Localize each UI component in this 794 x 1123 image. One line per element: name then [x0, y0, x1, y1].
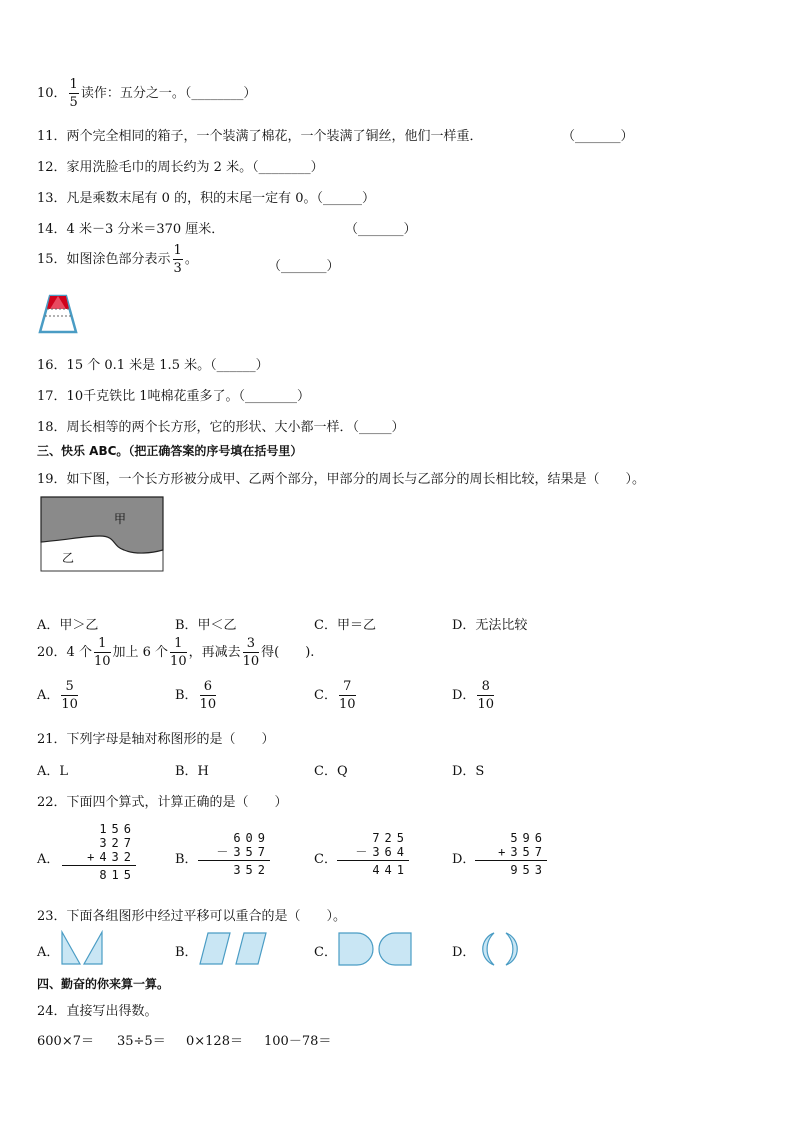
section-4-heading: 四、勤奋的你来算一算。: [37, 977, 170, 991]
q15-fraction: $\frac{1}{3}$: [173, 243, 182, 276]
question-16: 16．15 个 0.1 米是 1.5 米。（______）: [37, 358, 269, 373]
q24-expr-4: 100－78＝: [264, 1034, 332, 1049]
question-18: 18．周长相等的两个长方形，它的形状、大小都一样．（_____）: [37, 420, 405, 435]
q20-option-c[interactable]: C． $\frac{7}{10}$: [314, 679, 356, 712]
q21-option-a[interactable]: A．L: [37, 764, 69, 779]
question-11-text: 11．两个完全相同的箱子，一个装满了棉花，一个装满了铜丝，他们一样重．: [37, 129, 483, 144]
q10-fraction: $\frac{1}{5}$: [69, 77, 78, 110]
q24-expr-3: 0×128＝: [186, 1034, 243, 1049]
q10-blank[interactable]: （________）: [184, 86, 257, 101]
q20-option-b[interactable]: B． $\frac{6}{10}$: [175, 679, 217, 712]
question-13: 13．凡是乘数末尾有 0 的，积的末尾一定有 0。（______）: [37, 191, 375, 206]
q23-option-a-label[interactable]: A．: [37, 945, 60, 960]
question-12: 12．家用洗脸毛巾的周长约为 2 米。（________）: [37, 160, 324, 175]
q15-text: 15．如图涂色部分表示: [37, 252, 171, 267]
question-14-text: 14．4 米－3 分米＝370 厘米．: [37, 222, 225, 237]
q19-option-b[interactable]: B．甲＜乙: [175, 618, 237, 633]
rectangle-figure: [40, 496, 166, 573]
q20-option-d[interactable]: D． $\frac{8}{10}$: [452, 679, 494, 712]
q21-option-c[interactable]: C．Q: [314, 764, 348, 779]
question-22: 22．下面四个算式，计算正确的是（ ）: [37, 795, 288, 810]
question-14-blank[interactable]: （_______）: [345, 222, 417, 237]
q23-option-b-label[interactable]: B．: [175, 945, 198, 960]
q22-calc-d: 596 +357 953: [475, 831, 547, 877]
q23-option-d-label[interactable]: D．: [452, 945, 476, 960]
q22-calc-b: 609 －357 352: [198, 831, 270, 877]
q23-shape-b: [198, 930, 270, 968]
q22-option-b-label[interactable]: B．: [175, 852, 198, 867]
question-11-blank[interactable]: （_______）: [562, 129, 634, 144]
q19-option-c[interactable]: C．甲＝乙: [314, 618, 376, 633]
question-20: 20．4 个 $\frac{1}{10}$ 加上 6 个 $\frac{1}{10}$ ，再减去 $\frac{3}{10}$ 得( ).: [37, 636, 315, 669]
question-23: 23．下面各组图形中经过平移可以重合的是（ ）。: [37, 909, 347, 924]
q19-option-a[interactable]: A．甲＞乙: [37, 618, 99, 633]
question-24: 24．直接写出得数。: [37, 1004, 158, 1019]
q22-calc-c: 725 －364 441: [337, 831, 409, 877]
question-15-blank[interactable]: （_______）: [268, 259, 340, 274]
label-jia: 甲: [114, 512, 127, 526]
question-15: 15．如图涂色部分表示 $\frac{1}{3}$ 。: [37, 243, 198, 276]
label-yi: 乙: [62, 551, 75, 565]
q23-shape-d: [474, 930, 526, 968]
question-21: 21．下列字母是轴对称图形的是（ ）: [37, 732, 275, 747]
section-3-heading: 三、快乐 ABC。（把正确答案的序号填在括号里）: [37, 444, 303, 458]
q10-number: 10．: [37, 86, 67, 101]
question-17: 17．10千克铁比 1吨棉花重多了。（________）: [37, 389, 310, 404]
q21-option-d[interactable]: D．S: [452, 764, 485, 779]
q23-shape-c: [337, 930, 415, 968]
q22-option-d-label[interactable]: D．: [452, 852, 476, 867]
q20-option-a[interactable]: A． $\frac{5}{10}$: [37, 679, 78, 712]
q23-option-c-label[interactable]: C．: [314, 945, 337, 960]
q21-option-b[interactable]: B．H: [175, 764, 209, 779]
q22-option-a-label[interactable]: A．: [37, 852, 60, 867]
question-10: [37, 78, 256, 109]
q19-option-d[interactable]: D．无法比较: [452, 618, 528, 633]
q23-shape-a: [60, 930, 104, 968]
q24-expr-2: 35÷5＝: [117, 1034, 166, 1049]
q24-expr-1: 600×7＝: [37, 1034, 94, 1049]
trapezoid-figure: [36, 292, 80, 336]
q22-option-c-label[interactable]: C．: [314, 852, 337, 867]
q22-calc-a: 156 327 +432 815: [62, 822, 136, 882]
question-19: 19．如下图，一个长方形被分成甲、乙两个部分，甲部分的周长与乙部分的周长相比较，结果是（ ）。: [37, 472, 646, 487]
q10-text: 读作：五分之一。: [80, 86, 185, 101]
